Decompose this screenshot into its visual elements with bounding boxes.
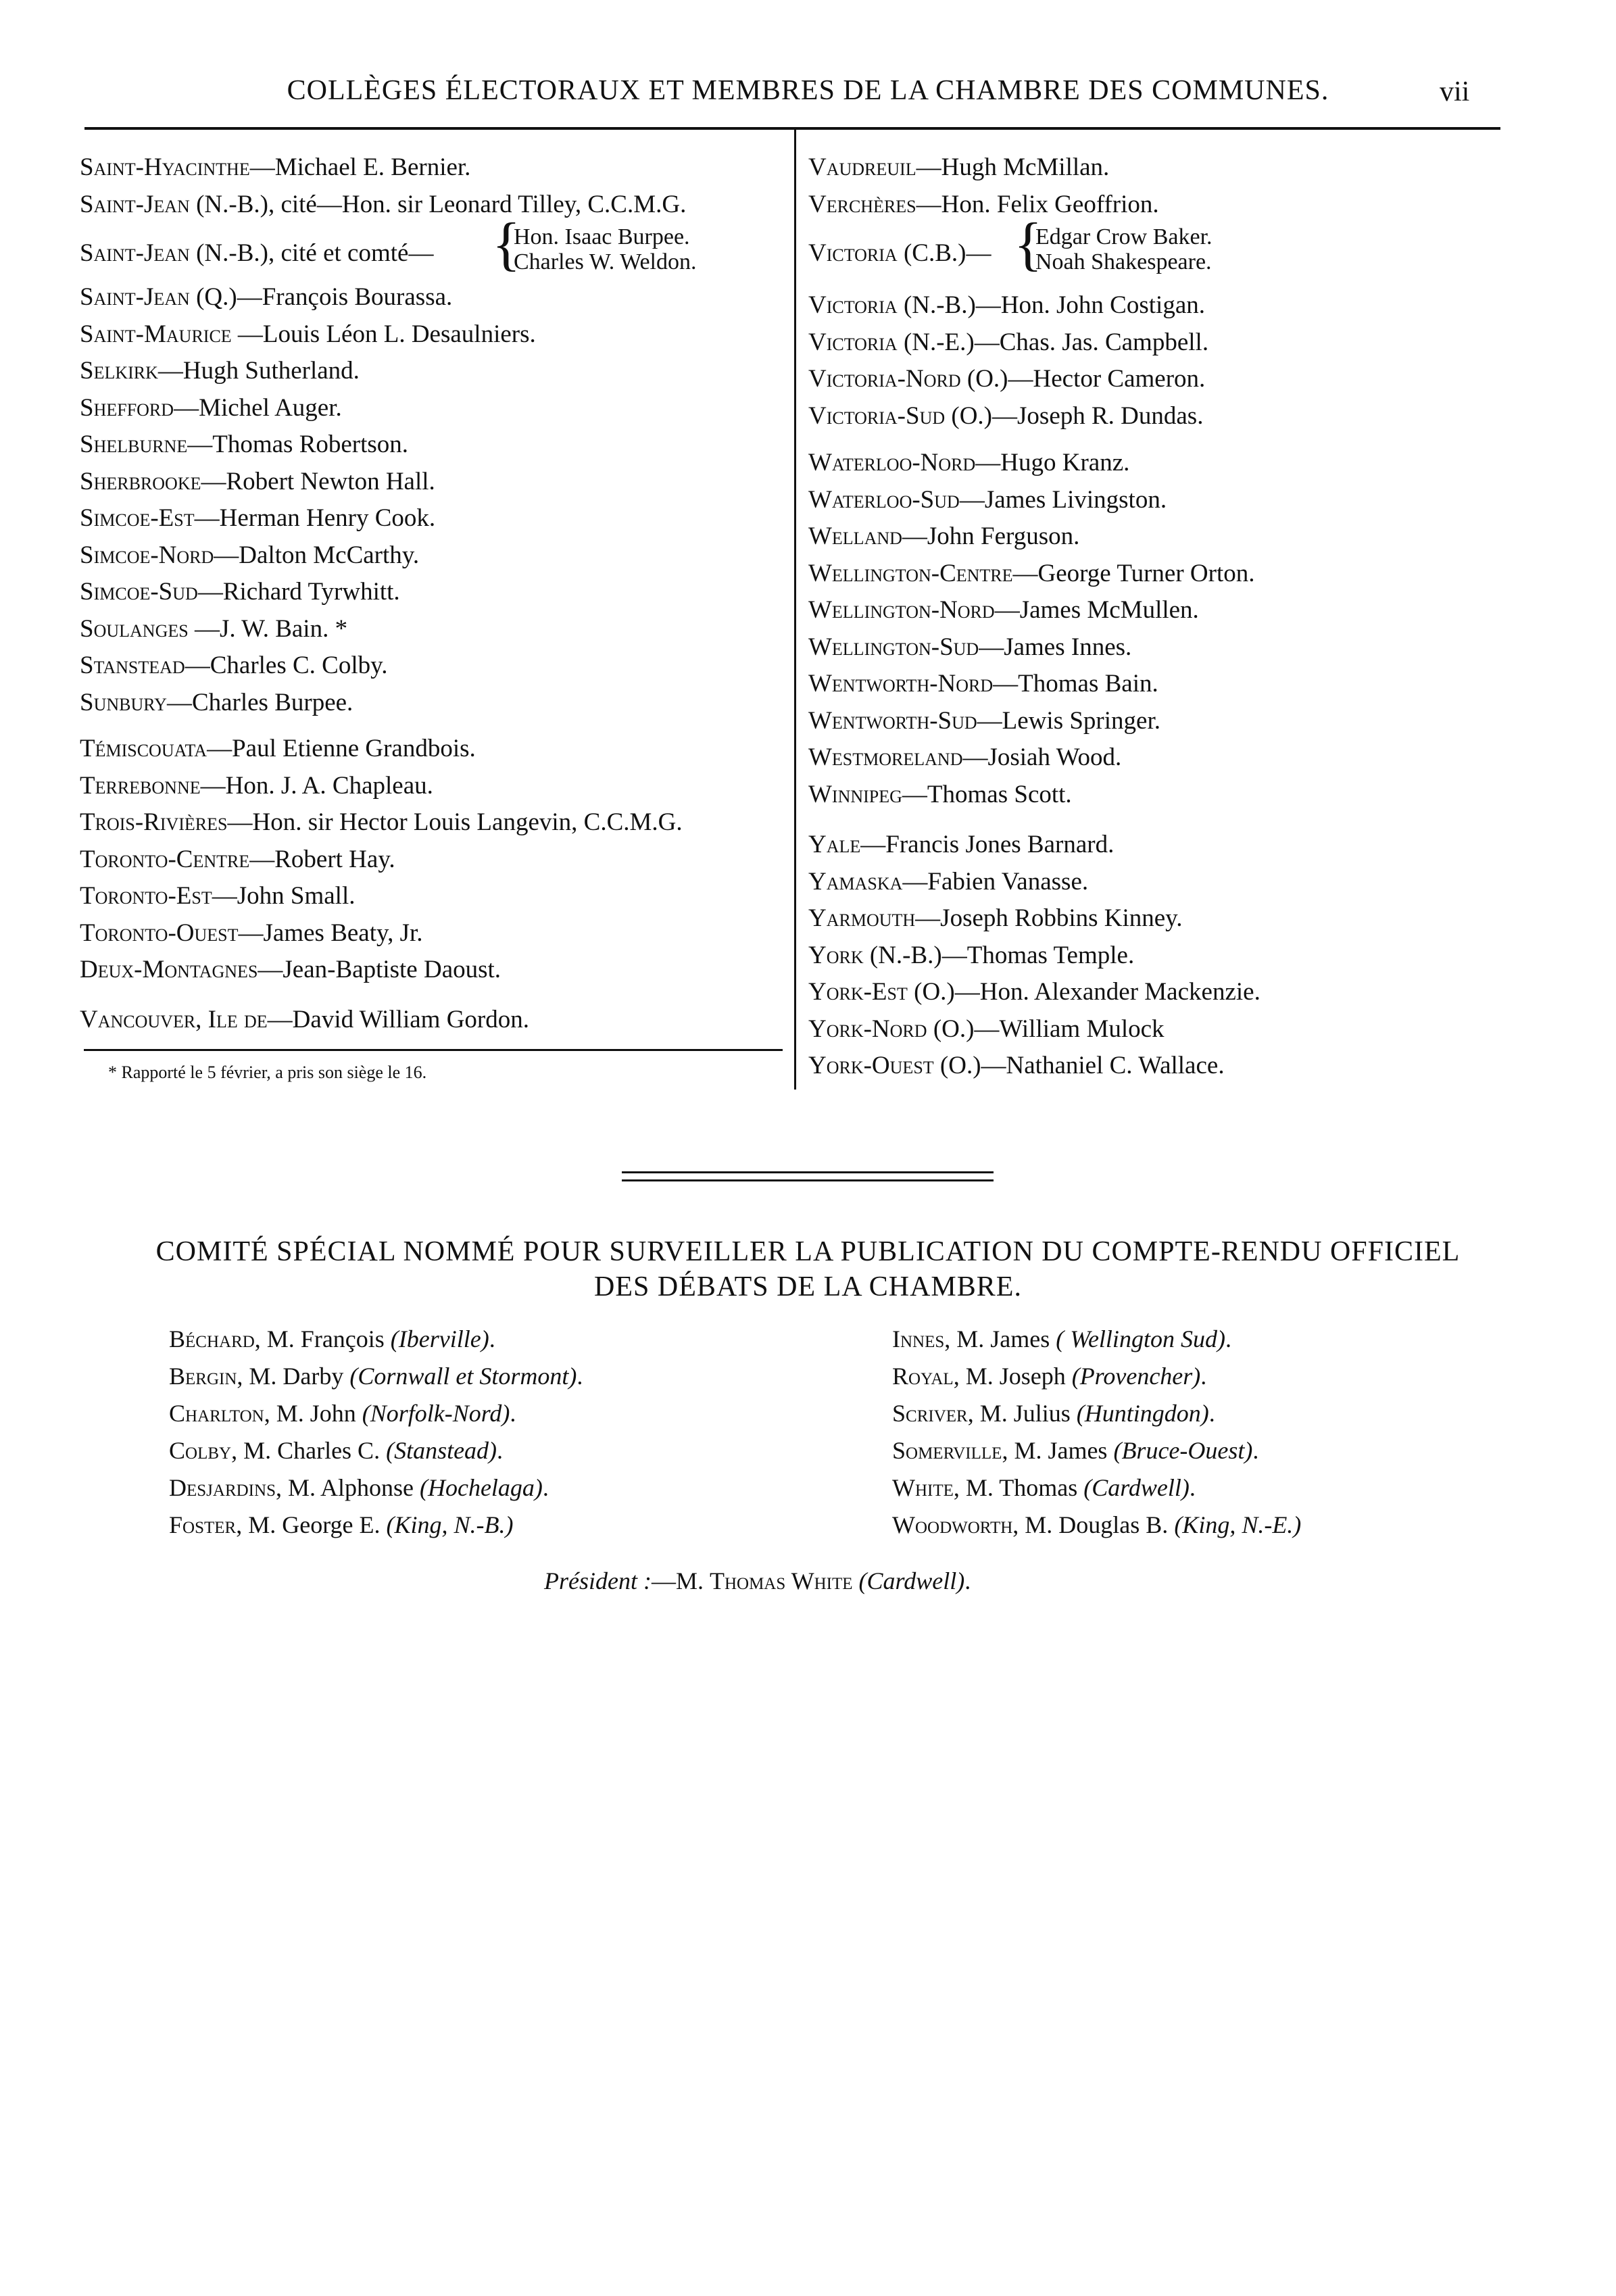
riding-separator: (N.-E.)— [897,328,1000,356]
riding-name: Wellington-Sud [808,633,979,661]
member-riding: (Huntingdon) [1076,1400,1209,1427]
member-surname: Scriver [892,1400,968,1427]
riding-name: Vaudreuil [808,153,916,181]
riding-separator: — [962,743,988,771]
riding-entry [808,867,1088,896]
member-given-name: , M. Alphonse [275,1474,420,1501]
riding-name: Wellington-Nord [808,596,995,624]
president-name: Thomas White [709,1567,853,1594]
riding-entry [80,430,408,459]
committee-member [169,1325,495,1353]
riding-separator: — [174,393,199,422]
bracketed-members [514,224,697,274]
riding-separator: — [902,867,928,896]
riding-name: Victoria-Nord [808,365,961,393]
committee-member [892,1436,1258,1465]
riding-entry [808,153,1109,182]
riding-entry [80,356,360,385]
riding-separator: — [238,919,264,947]
member-name: Hon. sir Hector Louis Langevin, C.C.M.G. [252,808,683,836]
riding-name: Wentworth-Nord [808,670,994,698]
president-riding: (Cardwell) [852,1567,965,1594]
footnote: * Rapporté le 5 février, a pris son siège le 16. [108,1062,427,1082]
riding-name: Toronto-Ouest [80,919,239,947]
member-end: . [542,1474,549,1501]
member-name: George Turner Orton. [1037,559,1255,587]
member-given-name: , M. George E. [236,1511,387,1538]
member-name: Paul Etienne Grandbois. [232,735,476,762]
riding-separator: (N.-B.), cité— [189,191,342,218]
riding-separator: — [975,449,1001,477]
member-name: David William Gordon. [292,1006,529,1033]
riding-name: Saint-Hyacinthe [80,153,250,181]
president-end: . [964,1567,971,1594]
member-name: François Bourassa. [262,283,453,311]
member-riding: (Stanstead) [386,1437,497,1464]
riding-name: Sherbrooke [80,467,201,495]
riding-name: Waterloo-Sud [808,485,960,514]
riding-name: Saint-Jean [80,283,190,311]
committee-title-line2: DES DÉBATS DE LA CHAMBRE. [594,1271,1022,1302]
riding-entry [808,904,1183,933]
riding-entry [80,283,452,312]
riding-name: Simcoe-Est [80,504,195,532]
member-end: . [1189,1474,1196,1501]
riding-entry [808,364,1205,393]
member-surname: Colby [169,1437,232,1464]
riding-separator: (Q.)— [189,283,262,311]
president-label: Président : [544,1567,652,1594]
brace-right: { [1014,212,1043,277]
member-riding: (Cardwell) [1083,1474,1190,1501]
member-name: Thomas Robertson. [212,431,409,458]
riding-name: Victoria [808,239,898,267]
riding-name: Yamaska [808,867,903,896]
riding-separator: — [227,808,253,836]
riding-name: York-Ouest [808,1052,934,1079]
member-name: Robert Hay. [274,845,395,873]
riding-entry [80,651,387,680]
riding-name: Simcoe-Sud [80,578,198,606]
riding-name: Saint-Maurice [80,320,232,348]
riding-separator: — [916,191,941,218]
riding-suffix: (C.B.)— [897,239,991,267]
riding-entry [808,830,1114,859]
riding-separator: — [200,771,226,800]
member-end: . [1200,1363,1207,1390]
member-name: Josiah Wood. [987,743,1122,771]
member-name: Hugo Kranz. [1000,449,1130,477]
riding-name: Trois-Rivières [80,808,228,836]
member-given-name: , M. James [944,1325,1056,1352]
member-name: Joseph Robbins Kinney. [940,904,1183,932]
member-name: Fabien Vanasse. [927,867,1089,896]
member-name: Louis Léon L. Desaulniers. [262,320,536,348]
member-name: Thomas Scott. [927,780,1072,808]
riding-name: Saint-Jean [80,239,190,267]
committee-member [169,1473,549,1502]
riding-name: York-Nord [808,1015,927,1043]
member-name: John Small. [237,882,356,910]
member-end: . [489,1325,495,1352]
riding-separator: — [231,320,263,348]
riding-name: Toronto-Centre [80,845,250,873]
committee-member [892,1325,1231,1353]
riding-name: Deux-Montagnes [80,956,258,983]
riding-entry [80,614,347,643]
riding-name: Saint-Jean [80,191,190,218]
riding-entry [80,467,435,496]
riding-name: Shefford [80,393,174,422]
riding-entry [808,291,1205,320]
member-name: Hon. Alexander Mackenzie. [979,978,1260,1006]
riding-separator: — [157,357,183,385]
riding-entry [808,1015,1165,1044]
riding-name: Selkirk [80,357,158,385]
section-double-rule-bottom [622,1179,994,1181]
member-name: James Beaty, Jr. [263,919,423,947]
member-name: Chas. Jas. Campbell. [999,328,1209,356]
brace-left: { [492,212,521,277]
left-footnote-rule [84,1049,783,1051]
member-given-name: , M. James [1002,1437,1114,1464]
riding-separator: — [194,504,220,532]
member-riding: (Hochelaga) [419,1474,543,1501]
riding-entry [808,780,1072,809]
member-surname: Somerville [892,1437,1002,1464]
riding-entry [80,541,419,570]
page-header-title: COLLÈGES ÉLECTORAUX ET MEMBRES DE LA CHAMBRE DES COMMUNES. [287,75,1329,106]
riding-entry [80,808,683,837]
riding-separator: — [267,1006,293,1033]
riding-separator: (N.-B.)— [863,941,967,969]
member-surname: Béchard [169,1325,255,1352]
bracketed-member: Edgar Crow Baker. [1035,224,1213,249]
riding-name: Verchères [808,191,916,218]
riding-entry [80,504,435,533]
member-riding: (Iberville) [390,1325,489,1352]
member-surname: Desjardins [169,1474,276,1501]
committee-member [169,1362,583,1390]
committee-member [892,1511,1301,1539]
riding-separator: — [902,780,927,808]
riding-name: Yarmouth [808,904,916,932]
riding-name: Terrebonne [80,771,201,800]
member-name: Charles Burpee. [191,688,353,716]
riding-entry [80,771,433,800]
member-riding: (Provencher) [1071,1363,1201,1390]
riding-separator: (O.)— [907,978,980,1006]
riding-name: Yale [808,831,861,858]
member-name: Hector Cameron. [1033,365,1206,393]
riding-entry [808,1051,1225,1080]
riding-separator: — [197,578,223,606]
riding-entry [808,633,1131,662]
member-name: James Innes. [1004,633,1132,661]
riding-entry [808,190,1159,219]
member-name: Michel Auger. [199,393,342,422]
member-name: Jean-Baptiste Daoust. [283,956,501,983]
riding-separator: (O.)— [927,1015,1000,1043]
member-end: . [510,1400,516,1427]
member-name: Herman Henry Cook. [219,504,436,532]
bracketed-member: Noah Shakespeare. [1035,249,1212,274]
committee-member [892,1473,1196,1502]
member-riding: (King, N.-B.) [386,1511,514,1538]
member-name: Hugh McMillan. [941,153,1110,181]
riding-name: Sunbury [80,688,167,716]
riding-name: Wentworth-Sud [808,706,977,735]
member-given-name: , M. Darby [237,1363,350,1390]
member-end: . [1225,1325,1231,1352]
member-given-name: , M. Douglas B. [1012,1511,1175,1538]
member-name: Hon. sir Leonard Tilley, C.C.M.G. [341,191,687,218]
riding-entry [80,393,342,422]
member-end: . [577,1363,583,1390]
bracketed-member: Charles W. Weldon. [514,249,697,274]
riding-name: York-Est [808,978,908,1006]
member-surname: Innes [892,1325,945,1352]
member-riding: ( Wellington Sud) [1056,1325,1225,1352]
member-end: . [497,1437,504,1464]
riding-name: Toronto-Est [80,882,212,910]
riding-name: Victoria [808,291,898,319]
member-name: Hon. J. A. Chapleau. [225,771,433,800]
member-name: Francis Jones Barnard. [885,831,1115,858]
riding-separator: — [258,956,283,983]
riding-entry [80,955,501,984]
member-riding: (Cornwall et Stormont) [349,1363,577,1390]
member-given-name: , M. Thomas [953,1474,1084,1501]
riding-separator: — [249,153,275,181]
riding-separator: — [1012,559,1038,587]
riding-separator: — [916,153,941,181]
riding-separator: (O.)— [945,401,1018,430]
riding-separator: — [860,831,886,858]
member-name: Charles C. Colby. [210,652,388,679]
column-divider [794,130,796,1090]
section-double-rule-top [622,1171,994,1173]
riding-separator: — [959,485,985,514]
member-given-name: , M. John [264,1400,362,1427]
riding-entry [80,577,400,606]
riding-separator: — [993,670,1019,698]
riding-entry [80,845,395,874]
committee-member [169,1436,503,1465]
member-surname: Charlton [169,1400,264,1427]
riding-name: York [808,941,864,969]
riding-separator: — [207,735,232,762]
committee-title: COMITÉ SPÉCIAL NOMMÉ POUR SURVEILLER LA PUBLICATION DU COMPTE-RENDU OFFICIEL [155,1236,1461,1267]
member-name: Joseph R. Dundas. [1017,401,1204,430]
riding-separator: — [187,431,213,458]
president-dash: —M. [651,1567,710,1594]
member-given-name: , M. Joseph [953,1363,1072,1390]
riding-entry [80,881,355,910]
riding-entry [80,153,470,182]
riding-entry [808,448,1129,477]
member-name: William Mulock [999,1015,1165,1043]
member-name: Richard Tyrwhitt. [222,578,400,606]
riding-suffix: (N.-B.), cité et comté— [189,239,434,267]
riding-name: Stanstead [80,652,185,679]
riding-entry [80,190,686,219]
riding-separator: — [249,845,275,873]
member-name: Nathaniel C. Wallace. [1006,1052,1225,1079]
riding-separator: — [201,467,226,495]
bracketed-member: Hon. Isaac Burpee. [514,224,690,249]
riding-separator: — [902,522,927,550]
riding-name: Winnipeg [808,780,902,808]
riding-entry [80,734,476,763]
committee-member [169,1399,516,1427]
member-name: Lewis Springer. [1002,706,1160,735]
member-end: . [1208,1400,1215,1427]
member-name: Dalton McCarthy. [239,541,420,569]
riding-name: Waterloo-Nord [808,449,976,477]
riding-entry [808,941,1134,970]
riding-name: Simcoe-Nord [80,541,214,569]
riding-separator: (O.)— [933,1052,1006,1079]
member-given-name: , M. Charles C. [231,1437,387,1464]
riding-name: Wellington-Centre [808,559,1013,587]
member-name: Hugh Sutherland. [182,357,360,385]
page-number: vii [1440,76,1470,107]
riding-separator: — [977,706,1002,735]
bracketed-members [1035,224,1213,274]
committee-member [892,1362,1206,1390]
riding-entry [808,595,1199,625]
member-end: . [1252,1437,1259,1464]
member-given-name: , M. Julius [967,1400,1077,1427]
member-name: Robert Newton Hall. [226,467,435,495]
right-bracketed-entry [808,239,991,268]
riding-name: Soulanges [80,614,189,643]
riding-separator: — [979,633,1004,661]
riding-entry [80,688,353,717]
member-name: Thomas Bain. [1018,670,1158,698]
riding-entry [808,743,1121,772]
member-surname: Bergin [169,1363,237,1390]
member-name: Thomas Temple. [966,941,1135,969]
member-riding: (Norfolk-Nord) [362,1400,510,1427]
header-rule [84,127,1500,130]
member-name: Michael E. Bernier. [274,153,471,181]
riding-name: Victoria [808,328,898,356]
riding-name: Victoria-Sud [808,401,946,430]
riding-entry [808,559,1255,588]
member-riding: (Bruce-Ouest) [1113,1437,1253,1464]
committee-member [892,1399,1215,1427]
member-riding: (King, N.-E.) [1174,1511,1302,1538]
riding-separator: (O.)— [960,365,1033,393]
riding-name: Témiscouata [80,735,207,762]
president-line [544,1567,971,1595]
left-bracketed-entry [80,239,433,268]
member-name: James McMullen. [1019,596,1199,624]
riding-separator: (N.-B.)— [897,291,1001,319]
riding-separator: — [166,688,192,716]
riding-entry [80,1005,529,1034]
riding-separator: — [212,882,237,910]
riding-entry [80,320,536,349]
riding-entry [808,401,1203,431]
riding-name: Vancouver, Ile de [80,1006,268,1033]
riding-separator: — [214,541,239,569]
committee-member [169,1511,513,1539]
riding-entry [80,919,423,948]
member-name: Hon. Felix Geoffrion. [941,191,1159,218]
member-given-name: , M. François [254,1325,391,1352]
riding-separator: — [915,904,941,932]
riding-separator: — [185,652,210,679]
riding-entry [808,706,1160,735]
member-name: James Livingston. [984,485,1167,514]
riding-entry [808,328,1208,357]
riding-name: Welland [808,522,902,550]
member-name: J. W. Bain. * [219,614,348,643]
riding-entry [808,485,1167,514]
riding-name: Westmoreland [808,743,963,771]
riding-entry [808,977,1260,1006]
member-surname: Woodworth [892,1511,1013,1538]
member-name: John Ferguson. [927,522,1080,550]
riding-separator: — [994,596,1020,624]
member-name: Hon. John Costigan. [1000,291,1205,319]
riding-separator: — [188,614,220,643]
member-surname: Royal [892,1363,954,1390]
riding-entry [808,669,1158,698]
riding-name: Shelburne [80,431,188,458]
riding-entry [808,522,1079,551]
member-surname: White [892,1474,954,1501]
member-surname: Foster [169,1511,237,1538]
